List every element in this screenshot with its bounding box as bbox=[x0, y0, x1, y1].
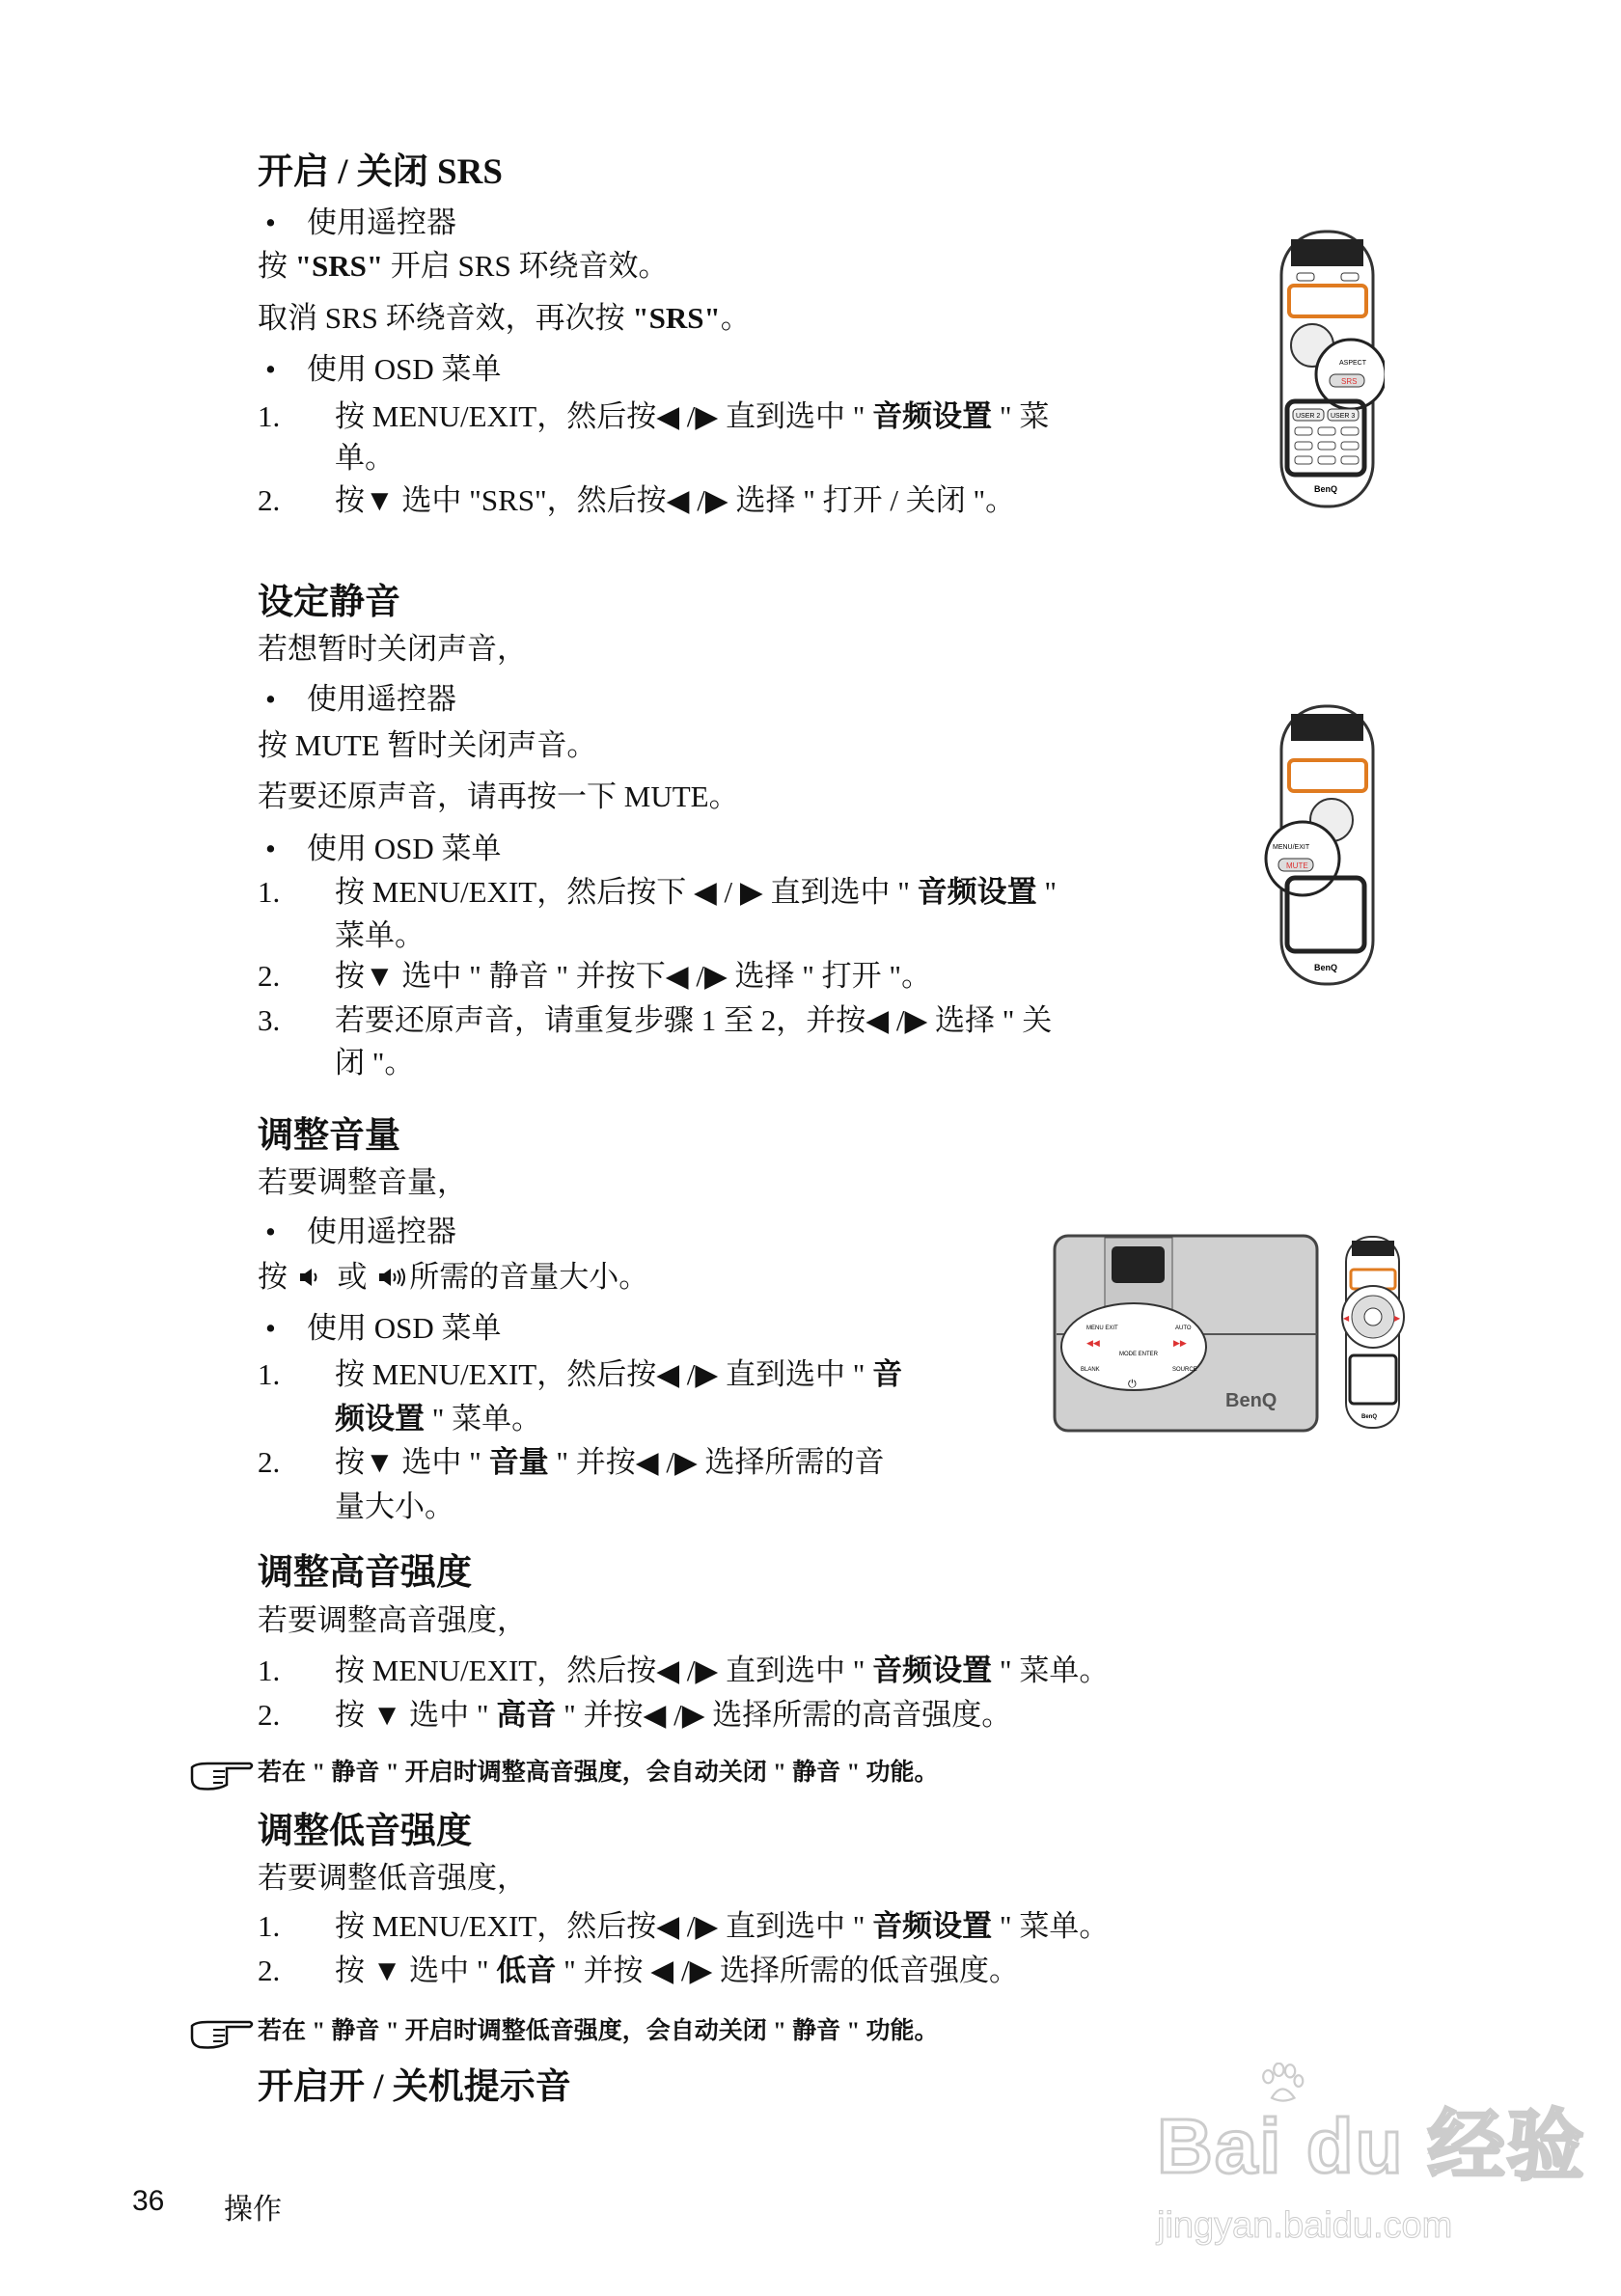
text-segment: 菜单。 bbox=[335, 918, 425, 952]
text-segment: 按 ▼ 选中 " bbox=[335, 1954, 497, 1987]
right-arrow-icon: ▶▶ bbox=[1173, 1338, 1187, 1348]
text-segment: 使用 OSD 菜单 bbox=[307, 832, 502, 865]
baidu-jingyan-watermark bbox=[1157, 2063, 1586, 2255]
line-text bbox=[335, 395, 1049, 439]
bullet-marker: • bbox=[265, 352, 276, 386]
left-arrow-icon: ◀◀ bbox=[1086, 1338, 1100, 1348]
volume-down-icon bbox=[298, 1257, 327, 1280]
step-number: 1. bbox=[258, 875, 281, 909]
line-text bbox=[307, 1306, 502, 1351]
heading-srs: 开启 / 关闭 SRS bbox=[258, 152, 503, 192]
remote-volume-figure bbox=[1336, 1235, 1409, 1433]
paragraph bbox=[258, 1255, 648, 1299]
page-number: 36 bbox=[132, 2185, 165, 2217]
text-segment: 按 MENU/EXIT，然后按◀ /▶ 直到选中 " bbox=[335, 399, 873, 433]
pointing-hand-icon bbox=[188, 1756, 256, 1794]
footer-section: 操作 bbox=[224, 2194, 282, 2226]
text-segment: 取消 SRS 环绕音效，再次按 bbox=[258, 301, 633, 335]
text-segment: 按 MENU/EXIT，然后按◀ /▶ 直到选中 " bbox=[335, 1357, 873, 1391]
line-text bbox=[335, 478, 1015, 523]
menu-exit-label: MENU/EXIT bbox=[1273, 844, 1310, 851]
remote-brand: BenQ bbox=[1361, 1414, 1378, 1420]
line-text bbox=[307, 1210, 456, 1254]
line-text bbox=[258, 1760, 939, 1786]
text-segment: 若在 " 静音 " 开启时调整高音强度，会自动关闭 " 静音 " 功能。 bbox=[258, 1760, 939, 1786]
user2-button-label: USER 2 bbox=[1296, 413, 1321, 420]
bold-text: 低音 bbox=[496, 1954, 557, 1987]
remote-srs-figure bbox=[1274, 230, 1385, 511]
paw-icon bbox=[1249, 2063, 1316, 2105]
bold-text: "SRS" bbox=[294, 249, 384, 283]
left-arrow-icon: ◀ bbox=[1343, 1314, 1350, 1323]
power-icon: ⏻ bbox=[1128, 1379, 1137, 1390]
bold-text: 音频设置 bbox=[917, 875, 1037, 909]
bold-text: 音频设置 bbox=[872, 399, 993, 433]
text-segment: 按▼ 选中 "SRS"，然后按◀ /▶ 选择 " 打开 / 关闭 "。 bbox=[335, 483, 1016, 517]
line-text bbox=[258, 728, 596, 762]
line-text bbox=[258, 779, 739, 813]
step-number: 2. bbox=[258, 1445, 281, 1479]
bullet-marker: • bbox=[265, 1215, 276, 1248]
bold-text: 频设置 bbox=[335, 1402, 425, 1435]
text-segment: 使用 OSD 菜单 bbox=[307, 1311, 502, 1345]
text-segment: 使用遥控器 bbox=[307, 1215, 456, 1248]
step-number: 3. bbox=[258, 1003, 281, 1037]
text-segment: 按▼ 选中 " bbox=[335, 1445, 489, 1479]
step-number: 2. bbox=[258, 1698, 281, 1732]
text-segment: " 菜单。 bbox=[992, 1654, 1110, 1687]
text-segment: 单。 bbox=[335, 441, 395, 475]
text-segment: 按 bbox=[258, 249, 295, 283]
heading-bass: 调整低音强度 bbox=[258, 1812, 472, 1851]
step-number: 2. bbox=[258, 959, 281, 993]
line-text bbox=[307, 827, 502, 871]
line-text bbox=[307, 201, 456, 245]
text-segment: 闭 "。 bbox=[335, 1046, 415, 1080]
bullet-marker: • bbox=[265, 1311, 276, 1345]
line-text bbox=[258, 632, 527, 666]
volume-up-icon bbox=[377, 1257, 406, 1280]
aspect-label: ASPECT bbox=[1339, 360, 1367, 367]
remote-brand: BenQ bbox=[1314, 963, 1338, 972]
text-segment: " bbox=[1036, 875, 1058, 909]
srs-button-label: SRS bbox=[1341, 377, 1358, 386]
step-number: 1. bbox=[258, 399, 281, 433]
line-text bbox=[258, 2018, 939, 2044]
key-mode-enter: MODE ENTER bbox=[1119, 1352, 1159, 1357]
line-text bbox=[335, 1693, 1011, 1737]
mute-button-label: MUTE bbox=[1286, 861, 1308, 870]
line-text bbox=[258, 1260, 648, 1294]
text-segment: 若想暂时关闭声音， bbox=[258, 632, 527, 666]
bullet-marker: • bbox=[265, 205, 276, 239]
text-segment: 使用 OSD 菜单 bbox=[307, 352, 502, 386]
heading-volume: 调整音量 bbox=[258, 1116, 400, 1156]
remote-brand: BenQ bbox=[1314, 484, 1338, 494]
watermark-logo: Bai du 经验 bbox=[1157, 2103, 1586, 2189]
bold-text: 音 bbox=[872, 1357, 903, 1391]
pointing-hand-icon bbox=[188, 2014, 256, 2053]
line-text bbox=[335, 1353, 902, 1397]
text-segment: 按▼ 选中 " 静音 " 并按下◀ /▶ 选择 " 打开 "。 bbox=[335, 959, 932, 993]
text-segment: 若要还原声音，请再按一下 MUTE。 bbox=[258, 779, 739, 813]
line-text bbox=[335, 1949, 1019, 1993]
line-text bbox=[258, 1861, 527, 1895]
line-text bbox=[258, 301, 751, 335]
heading-treble: 调整高音强度 bbox=[258, 1553, 472, 1593]
text-segment: " 并按◀ /▶ 选择所需的高音强度。 bbox=[556, 1698, 1012, 1732]
bold-text: 音频设置 bbox=[872, 1909, 993, 1943]
text-segment: " 并按 ◀ /▶ 选择所需的低音强度。 bbox=[556, 1954, 1020, 1987]
text-segment: 所需的音量大小。 bbox=[409, 1260, 649, 1294]
line-text bbox=[258, 249, 668, 283]
text-segment: " 菜单。 bbox=[992, 1909, 1110, 1943]
line-text bbox=[307, 347, 502, 392]
text-segment: 。 bbox=[720, 301, 751, 335]
text-segment: 量大小。 bbox=[335, 1490, 454, 1523]
text-segment: 若要调整音量， bbox=[258, 1165, 467, 1199]
remote-mute-figure bbox=[1259, 704, 1385, 990]
step-number: 1. bbox=[258, 1357, 281, 1391]
text-segment: 按 MUTE 暂时关闭声音。 bbox=[258, 728, 597, 762]
line-text bbox=[335, 1649, 1109, 1693]
text-segment: 按 ▼ 选中 " bbox=[335, 1698, 497, 1732]
note-text bbox=[258, 2009, 939, 2054]
line-text bbox=[335, 914, 425, 958]
text-segment: " 菜单。 bbox=[425, 1402, 542, 1435]
key-menu-exit: MENU EXIT bbox=[1086, 1326, 1118, 1331]
step-number: 2. bbox=[258, 483, 281, 517]
paragraph bbox=[258, 296, 751, 341]
text-segment: " 菜 bbox=[992, 399, 1050, 433]
line-text bbox=[335, 1041, 414, 1085]
line-text bbox=[335, 954, 931, 998]
line-text bbox=[335, 1397, 541, 1441]
text-segment: 按 MENU/EXIT，然后按◀ /▶ 直到选中 " bbox=[335, 1654, 873, 1687]
text-segment: 或 bbox=[329, 1260, 375, 1294]
key-blank: BLANK bbox=[1081, 1367, 1100, 1373]
paragraph bbox=[258, 724, 596, 768]
text-segment: 按 MENU/EXIT，然后按◀ /▶ 直到选中 " bbox=[335, 1909, 873, 1943]
text-segment: 若要调整高音强度， bbox=[258, 1603, 527, 1637]
paragraph bbox=[258, 1599, 527, 1643]
paragraph bbox=[258, 1161, 467, 1205]
projector-brand: BenQ bbox=[1225, 1390, 1278, 1411]
line-text bbox=[307, 677, 456, 722]
step-number: 1. bbox=[258, 1654, 281, 1687]
bold-text: 音量 bbox=[488, 1445, 549, 1479]
line-text bbox=[335, 998, 1052, 1043]
step-number: 1. bbox=[258, 1909, 281, 1943]
paragraph bbox=[258, 1856, 527, 1900]
line-text bbox=[335, 436, 395, 480]
text-segment: 按 MENU/EXIT，然后按下 ◀ / ▶ 直到选中 " bbox=[335, 875, 918, 909]
line-text bbox=[258, 1165, 467, 1199]
text-segment: 若要调整低音强度， bbox=[258, 1861, 527, 1895]
bold-text: "SRS" bbox=[632, 301, 721, 335]
text-segment: 若要还原声音，请重复步骤 1 至 2，并按◀ /▶ 选择 " 关 bbox=[335, 1003, 1053, 1037]
key-auto: AUTO bbox=[1175, 1326, 1192, 1331]
watermark-url: jingyan.baidu.com bbox=[1157, 2205, 1453, 2246]
user3-button-label: USER 3 bbox=[1331, 413, 1356, 420]
text-segment: 使用遥控器 bbox=[307, 682, 456, 716]
step-number: 2. bbox=[258, 1954, 281, 1987]
heading-mute: 设定静音 bbox=[258, 583, 400, 622]
paragraph bbox=[258, 244, 668, 288]
text-segment: 按 bbox=[258, 1260, 295, 1294]
projector-figure bbox=[1052, 1233, 1322, 1435]
bullet-marker: • bbox=[265, 832, 276, 865]
bold-text: 高音 bbox=[496, 1698, 557, 1732]
paragraph bbox=[258, 627, 527, 671]
line-text bbox=[335, 1904, 1109, 1949]
bold-text: 音频设置 bbox=[872, 1654, 993, 1687]
text-segment: 若在 " 静音 " 开启时调整低音强度，会自动关闭 " 静音 " 功能。 bbox=[258, 2018, 939, 2044]
line-text bbox=[258, 1603, 527, 1637]
line-text bbox=[335, 1485, 454, 1529]
bullet-marker: • bbox=[265, 682, 276, 716]
text-segment: " 并按◀ /▶ 选择所需的音 bbox=[548, 1445, 885, 1479]
right-arrow-icon: ▶ bbox=[1394, 1314, 1401, 1323]
line-text bbox=[335, 1440, 885, 1485]
text-segment: 开启 SRS 环绕音效。 bbox=[383, 249, 669, 283]
heading-beep: 开启开 / 关机提示音 bbox=[258, 2067, 571, 2107]
note-text bbox=[258, 1751, 939, 1795]
line-text bbox=[335, 870, 1057, 915]
paragraph bbox=[258, 775, 739, 819]
text-segment: 使用遥控器 bbox=[307, 205, 456, 239]
key-source: SOURCE bbox=[1172, 1367, 1197, 1373]
